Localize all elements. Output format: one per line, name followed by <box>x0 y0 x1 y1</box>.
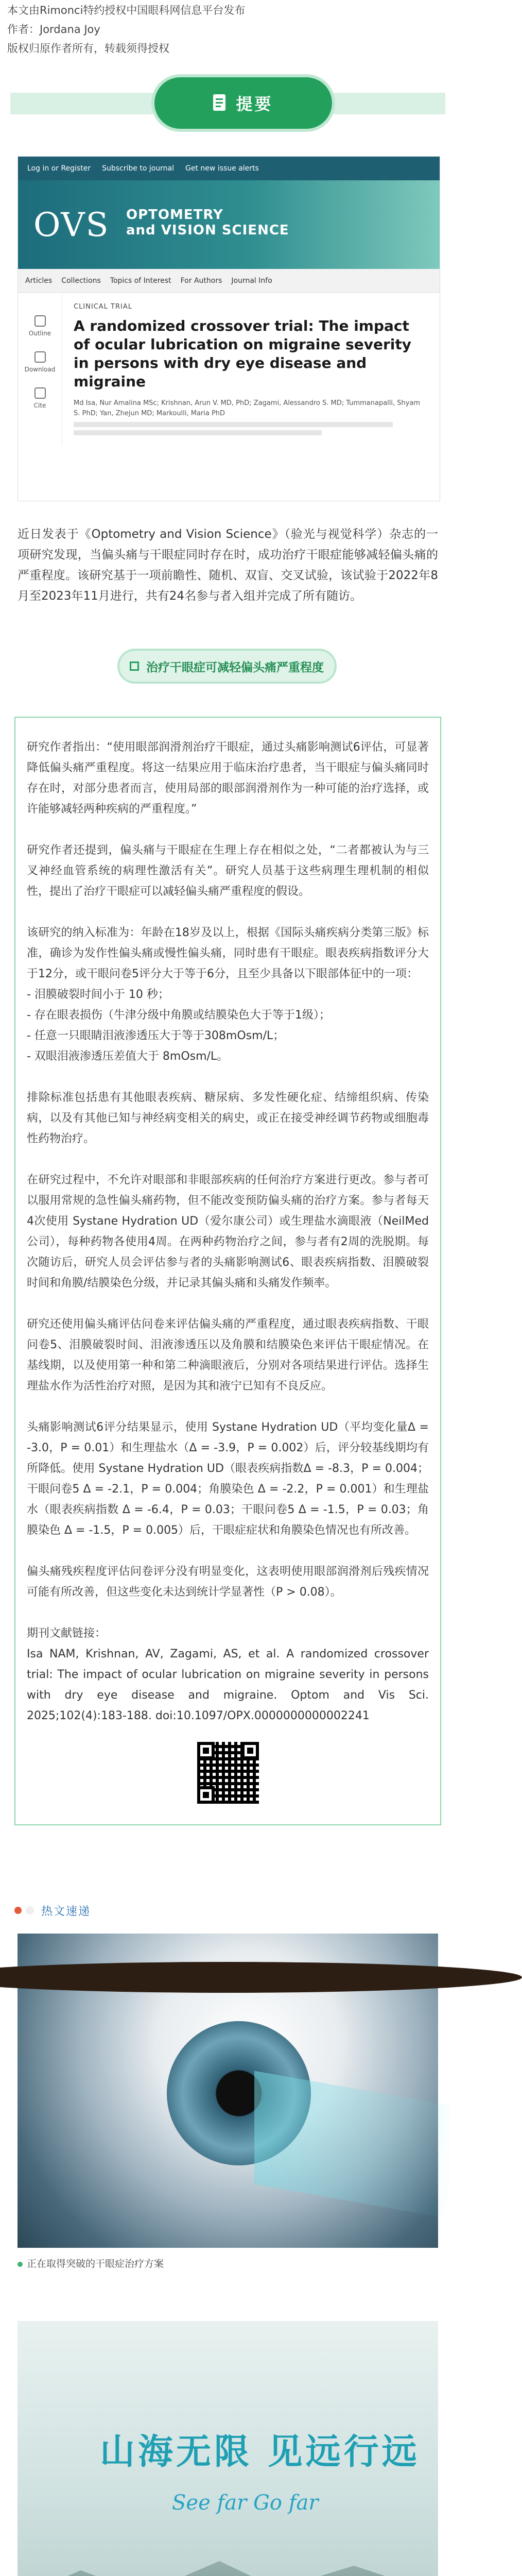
journal-side-label: Cite <box>33 402 46 409</box>
body-paragraph: 研究作者指出：“使用眼部润滑剂治疗干眼症，通过头痛影响测试6评估，可显著降低偏头痛严重程度。将这一结果应用于临床治疗患者，当干眼症与偏头痛同时存在时，对部分患者而言，使用局部的眼部润滑剂作为一种可能的治疗选择，或许能够减轻两种疾病的严重程度。” <box>27 741 429 816</box>
criteria-item: - 双眼泪液渗透压差值大于 8mOsm/L。 <box>27 1050 229 1063</box>
journal-nav-item: Articles <box>25 276 53 285</box>
journal-name <box>126 207 289 238</box>
dot-icon <box>26 1906 34 1914</box>
topbar-item: Get new issue alerts <box>185 164 259 173</box>
criteria-item: - 存在眼表损伤（牛津分级中角膜或结膜染色大于等于1级）； <box>27 1009 330 1022</box>
body-paragraph: 研究还使用偏头痛评估问卷来评估偏头痛的严重程度，通过眼表疾病指数、干眼问卷5、泪膜破裂时间、泪液渗透压以及角膜和结膜染色来评估干眼症情况。在基线期，以及使用第一种和第二种滴眼液后，分别对各项结果进行评估。选择生理盐水作为活性治疗对照，是因为其和液宁已知有不良反应。 <box>27 1318 429 1393</box>
brush-text: 山海无限 见远行远 <box>100 2431 420 2472</box>
author-line: 作者：Jordana Joy <box>7 23 100 36</box>
reference-title: 期刊文献链接： <box>27 1627 107 1640</box>
journal-article-title: A randomized crossover trial: The impact of ocular lubrication on migraine severity in persons with dry eye disease and migraine <box>74 317 412 390</box>
topbar-item: Log in or Register <box>27 164 91 173</box>
hot-news-label: 热文速递 <box>41 1905 91 1918</box>
document-icon <box>213 94 229 112</box>
journal-authors <box>74 398 428 435</box>
light-ray <box>254 2071 450 2218</box>
body-paragraph: 在研究过程中，不允许对眼部和非眼部疾病的任何治疗方案进行更改。参与者可以服用常规的急性偏头痛药物，但不能改变预防偏头痛的治疗方案。参与者每天4次使用 Systane Hydration UD（爱尔康公司）或生理盐水滴眼液（NeilMed公司），每种药物各使用4周。在两种药物治疗之间，参与者有2周的洗脱期。每次随访后，研究人员会评估参与者的头痛影响测试6、眼表疾病指数、泪膜破裂时间和角膜/结膜染色分级，并记录其偏头痛和头痛发作频率。 <box>27 1174 429 1290</box>
section-pill <box>119 651 335 682</box>
reference-block <box>27 1623 429 1726</box>
intro-paragraph: 近日发表于《Optometry and Vision Science》（验光与视觉科学）杂志的一项研究发现，当偏头痛与干眼症同时存在时，成功治疗干眼症能够减轻偏头痛的严重程度。该研究基于一项前瞻性、随机、双盲、交叉试验，该试验于2022年8月至2023年11月进行，共有24名参与者入组并完成了所有随访。 <box>18 528 438 603</box>
section-title: 治疗干眼症可减轻偏头痛严重程度 <box>146 660 324 674</box>
body-paragraph: 排除标准包括患有其他眼表疾病、糖尿病、多发性硬化症、结缔组织病、传染病，以及有其他已知与神经病变相关的病史，或正在接受神经调节药物或细胞毒性药物治疗。 <box>27 1091 429 1145</box>
journal-nav-item: For Authors <box>180 276 222 285</box>
dot-icon <box>14 1907 22 1914</box>
news-caption[interactable] <box>0 2248 456 2272</box>
section-header <box>0 639 456 691</box>
journal-nav <box>18 269 440 293</box>
download-icon <box>34 351 46 363</box>
summary-banner <box>10 64 445 142</box>
journal-body <box>18 293 440 446</box>
outline-icon <box>34 315 46 327</box>
reference-text: Isa NAM, Krishnan, AV, Zagami, AS, et al. A randomized crossover trial: The impact of ocular lubrication on migraine severity in persons with dry eye disease and migraine. Optom and Vis Sci. 2025;102(4):183-188. doi:10.1097/OPX.0000000000002241 <box>27 1648 429 1722</box>
criteria-item: - 任意一只眼睛泪液渗透压大于等于308mOsm/L； <box>27 1029 285 1042</box>
copyright-note: 版权归原作者所有，转载须得授权 <box>7 42 169 55</box>
hot-news-header <box>0 1897 456 1923</box>
journal-nav-item: Collections <box>61 276 101 285</box>
journal-name-line: and VISION SCIENCE <box>126 223 289 238</box>
license-note: 本文由Rimonci特约授权中国眼科网信息平台发布 <box>7 4 246 16</box>
journal-nav-item: Journal Info <box>231 276 272 285</box>
summary-label: 提要 <box>236 94 273 114</box>
script-text: See far Go far <box>172 2491 319 2515</box>
body-paragraph: 偏头痛残疾程度评估问卷评分没有明显变化，这表明使用眼部润滑剂后残疾情况可能有所改善，但这些变化未达到统计学显著性（P > 0.08）。 <box>27 1565 429 1599</box>
journal-name-line: OPTOMETRY <box>126 207 223 223</box>
journal-nav-item: Topics of Interest <box>110 276 171 285</box>
criteria-block <box>27 923 429 1067</box>
cite-icon <box>34 387 46 399</box>
body-paragraph: 研究作者还提到，偏头痛与干眼症在生理上存在相似之处，“二者都被认为与三叉神经血管系统的病理性激活有关”。研究人员基于这些病理生理机制的相似性，提出了治疗干眼症可以减轻偏头痛严重程度的假设。 <box>27 844 429 898</box>
mountain-shape <box>18 2543 438 2576</box>
body-paragraph: 该研究的纳入标准为：年龄在18岁及以上，根据《国际头痛疾病分类第三版》标准，确诊为发作性偏头痛或慢性偏头痛，同时患有干眼症。眼表疾病指数评分大于12分，或干眼问卷5评分大于等于6分，且至少具备以下眼部体征中的一项： <box>27 926 429 980</box>
square-icon <box>130 662 139 671</box>
journal-side-item <box>18 344 62 380</box>
journal-sidebar <box>18 293 62 446</box>
article-body-box <box>14 717 441 1825</box>
journal-authors-text: Md Isa, Nur Amalina MSc; Krishnan, Arun V. MD, PhD; Zagami, Alessandro S. MD; Tummanapalli, Shyam S. PhD; Yan, Zhejun MD; Markoulli, Maria PhD <box>74 399 421 417</box>
journal-brand <box>18 180 440 269</box>
journal-article <box>62 293 440 446</box>
journal-category: CLINICAL TRIAL <box>74 303 133 311</box>
journal-topbar <box>18 157 440 180</box>
qr-code[interactable] <box>197 1742 259 1804</box>
body-paragraph: 头痛影响测试6评分结果显示，使用 Systane Hydration UD（平均变化量Δ = -3.0，P = 0.01）和生理盐水（Δ = -3.9，P = 0.002）后，评分较基线期均有所降低。使用 Systane Hydration UD（眼表疾病指数Δ = -8.3，P = 0.004；干眼问卷5 Δ = -2.1，P = 0.004；角膜染色 Δ = -2.2，P = 0.001）和生理盐水（眼表疾病指数 Δ = -6.4，P = 0.03；干眼问卷5 Δ = -1.5，P = 0.03；角膜染色 Δ = -1.5，P = 0.005）后，干眼症症状和角膜染色情况也有所改善。 <box>27 1421 429 1537</box>
journal-side-item <box>18 308 62 344</box>
journal-side-label: Outline <box>28 330 51 337</box>
summary-badge <box>154 77 332 129</box>
journal-screenshot <box>18 156 440 501</box>
journal-side-item <box>18 380 62 416</box>
news-image-road[interactable] <box>18 2321 438 2576</box>
news-caption-text: 正在取得突破的干眼症治疗方案 <box>27 2258 164 2269</box>
topbar-item: Subscribe to journal <box>102 164 175 173</box>
journal-logo: OVS <box>33 206 110 244</box>
bullet-icon <box>18 2262 23 2267</box>
criteria-item: - 泪膜破裂时间小于 10 秒； <box>27 988 169 1001</box>
news-image-eye[interactable] <box>18 1934 438 2248</box>
header-notes <box>0 0 456 58</box>
journal-side-label: Download <box>24 366 56 373</box>
